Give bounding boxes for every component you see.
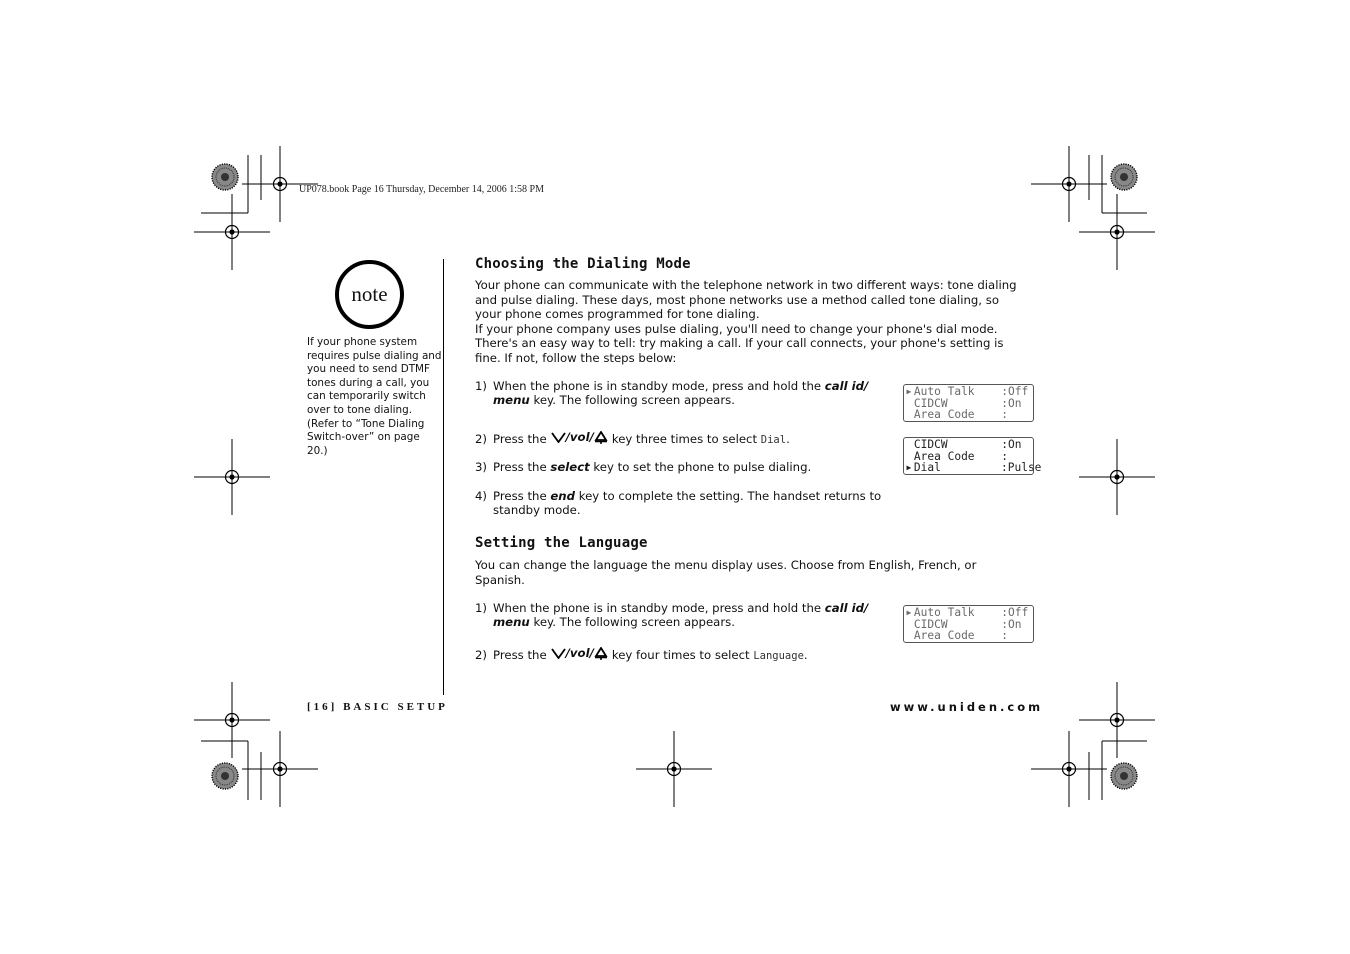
lcd-label: Auto Talk (913, 385, 975, 398)
dialing-mode-intro (475, 278, 1017, 366)
sidebar-note-text: If your phone system requires pulse dialing and you need to send DTMF tones during a call, you can temporarily switch over to tone dialing. (Refer to “Tone Dialing Switch-over” on page 20.) (307, 336, 442, 457)
step-1-language (475, 601, 868, 630)
star-target-icon (1111, 164, 1137, 190)
ringer-bell-icon (594, 647, 608, 660)
step-number: 2) (475, 648, 487, 663)
intro-line: If your phone company uses pulse dialing, you'll need to change your phone's dial mode. (475, 321, 998, 336)
step-2-language (475, 646, 808, 664)
crosshair-mark-icon (194, 194, 270, 270)
lcd-label: CIDCW (913, 438, 948, 451)
section-title-dialing-mode: Choosing the Dialing Mode (475, 256, 691, 272)
lcd-cursor-icon (904, 398, 914, 410)
crosshair-mark-icon (1079, 682, 1155, 758)
lcd-row (904, 409, 1033, 421)
website-link[interactable]: www.uniden.com (890, 700, 1044, 714)
vol-label: /vol/ (565, 430, 594, 444)
step-text: Press the (493, 432, 547, 447)
step-number: 1) (475, 601, 487, 615)
lcd-label: CIDCW (913, 617, 948, 631)
section-title-language: Setting the Language (475, 535, 648, 551)
intro-line: There's an easy way to tell: try making a call. If your call connects, your phone's setting is (475, 336, 1004, 351)
page-footer-label: [16] BASIC SETUP (307, 701, 448, 713)
lcd-cursor-icon: ▶ (906, 387, 912, 396)
crosshair-mark-icon (194, 439, 270, 515)
ringer-bell-icon (594, 431, 608, 444)
step-1-dialing (475, 379, 868, 408)
lcd-label: Dial (913, 461, 941, 475)
lcd-cursor-icon: ▶ (906, 608, 912, 617)
step-text: key three times to select (611, 432, 761, 447)
step-text: Press the (493, 648, 547, 663)
vol-key (551, 646, 608, 660)
step-number: 4) (475, 489, 487, 503)
step-text: When the phone is in standby mode, press and hold the (493, 601, 825, 615)
lcd-row (904, 607, 1033, 619)
step-text: Press the (493, 460, 551, 474)
lcd-cursor-icon (904, 451, 914, 463)
step-text: key. The following screen appears. (529, 393, 735, 408)
step-text: When the phone is in standby mode, press and hold the (493, 379, 825, 393)
note-label: note (351, 282, 388, 306)
lcd-screen-menu (903, 384, 1034, 422)
lcd-value: : (1001, 629, 1008, 643)
step-number: 2) (475, 432, 487, 447)
lcd-label: Auto Talk (913, 606, 975, 619)
step-text: key. The following screen appears. (529, 615, 735, 630)
period: . (786, 432, 790, 447)
lcd-cursor-icon: ▶ (906, 463, 912, 473)
crosshair-mark-icon (1079, 439, 1155, 515)
key-end: end (550, 489, 575, 503)
lcd-screen-menu-2 (903, 605, 1034, 643)
column-divider (443, 259, 444, 695)
key-menu: menu (493, 615, 530, 630)
crosshair-mark-icon (1031, 731, 1107, 807)
intro-line: Your phone can communicate with the telephone network in two different ways: tone dialing (475, 278, 1017, 292)
step-text: Press the (493, 489, 551, 503)
lcd-row (904, 630, 1033, 642)
lcd-label: Area Code (913, 629, 975, 643)
lcd-label: Area Code (913, 408, 975, 422)
print-header: UP078.book Page 16 Thursday, December 14, 2006 1:58 PM (299, 184, 544, 195)
lcd-cursor-icon (904, 619, 914, 631)
step-text: standby mode. (493, 503, 581, 518)
lcd-cursor-icon (904, 409, 914, 421)
down-arrow-icon (551, 431, 566, 443)
lcd-value: :On (1001, 396, 1022, 410)
crosshair-mark-icon (1031, 146, 1107, 222)
step-3-dialing (475, 460, 811, 474)
star-target-icon (1111, 763, 1137, 789)
period: . (803, 648, 808, 663)
note-badge (335, 260, 404, 329)
lcd-cursor-icon (904, 439, 914, 451)
language-intro (475, 558, 976, 587)
intro-line: fine. If not, follow the steps below: (475, 350, 677, 365)
step-text: key to complete the setting. The handset returns to (575, 489, 882, 503)
lcd-screen-dial (903, 437, 1042, 475)
key-menu: menu (493, 393, 530, 408)
key-select: select (550, 460, 590, 474)
lcd-value: :Off (1001, 606, 1029, 619)
crosshair-mark-icon (636, 731, 712, 807)
step-2-dialing (475, 430, 790, 448)
step-number: 3) (475, 460, 487, 474)
crosshair-mark-icon (194, 682, 270, 758)
step-text: key four times to select (611, 648, 754, 663)
intro-line: You can change the language the menu display uses. Choose from English, French, or (475, 558, 977, 572)
step-4-dialing (475, 489, 881, 518)
lcd-row (904, 461, 1042, 475)
crosshair-mark-icon (1079, 194, 1155, 270)
lcd-cursor-icon (904, 630, 914, 642)
vol-key (551, 430, 608, 444)
key-call-id: call id/ (824, 379, 869, 393)
down-arrow-icon (551, 647, 566, 659)
target-dial: Dial (760, 434, 787, 447)
target-language: Language (753, 650, 804, 663)
lcd-value: :Off (1001, 385, 1029, 398)
vol-label: /vol/ (565, 646, 594, 660)
lcd-value: : (1001, 408, 1008, 422)
lcd-value: :Pulse (1001, 461, 1042, 475)
lcd-value: : (1001, 449, 1008, 463)
lcd-row (904, 386, 1033, 398)
lcd-label: CIDCW (913, 396, 948, 410)
crosshair-mark-icon (242, 731, 318, 807)
step-text: key to set the phone to pulse dialing. (589, 460, 812, 474)
intro-line: Spanish. (475, 572, 525, 587)
lcd-value: :On (1001, 438, 1022, 451)
lcd-row (904, 439, 1033, 451)
intro-line: your phone comes programmed for tone dialing. (475, 307, 760, 322)
lcd-label: Area Code (913, 449, 975, 463)
lcd-value: :On (1001, 617, 1022, 631)
star-target-icon (212, 763, 238, 789)
star-target-icon (212, 164, 238, 190)
step-number: 1) (475, 379, 487, 393)
intro-line: and pulse dialing. These days, most phone networks use a method called tone dialing, so (475, 292, 999, 307)
key-call-id: call id/ (824, 601, 869, 615)
